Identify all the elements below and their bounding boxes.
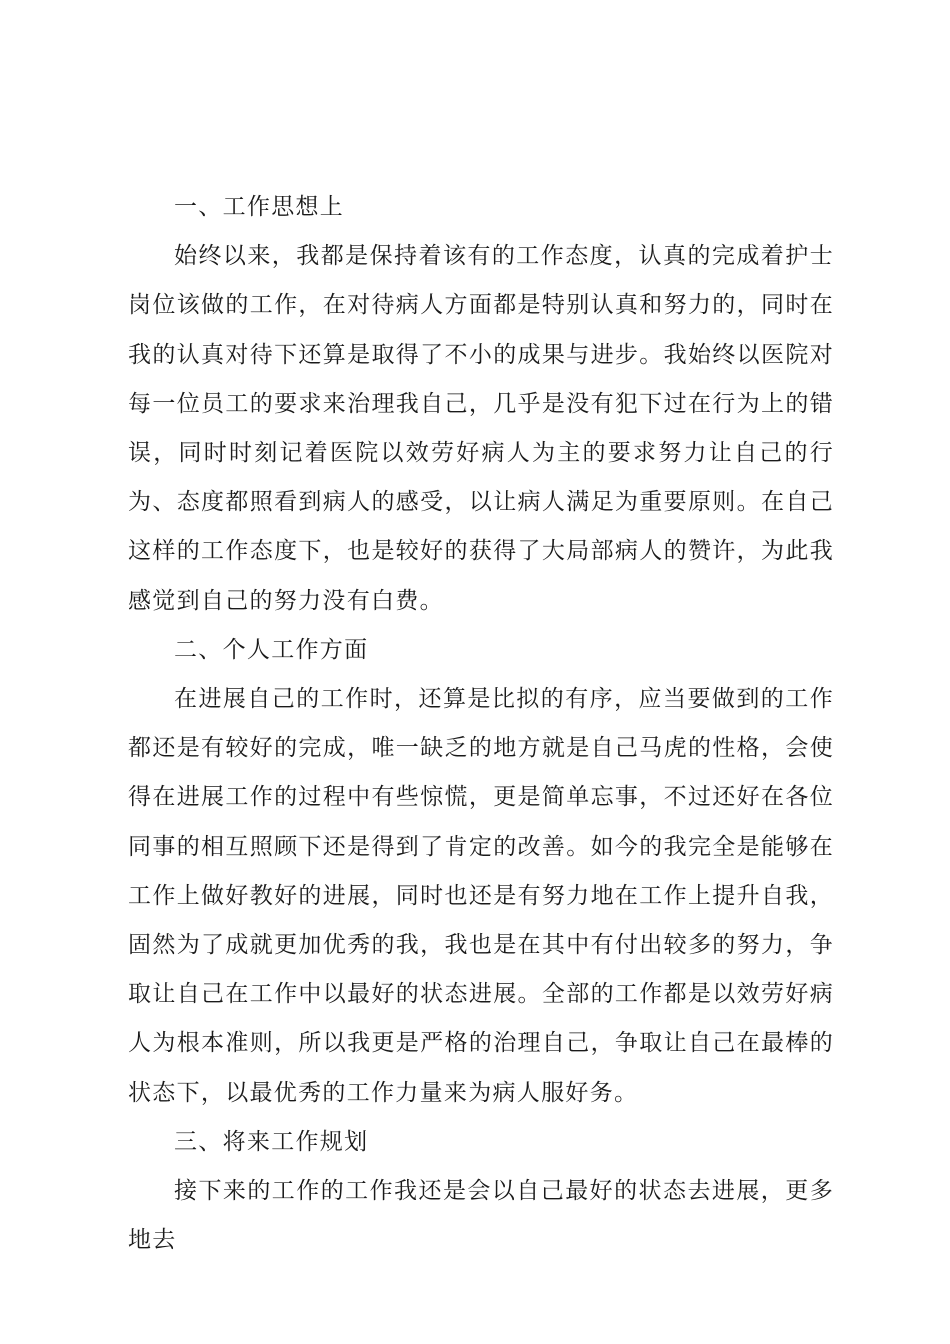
section-paragraph-3: 接下来的工作的工作我还是会以自己最好的状态去进展，更多地去 <box>128 1178 834 1254</box>
section-paragraph-2: 在进展自己的工作时，还算是比拟的有序，应当要做到的工作都还是有较好的完成，唯一缺乏的地方就是自己马虎的性格，会使得在进展工作的过程中有些惊慌，更是简单忘事，不过还好在各位同事的相互照顾下还是得到了肯定的改善。如今的我完全是能够在工作上做好教好的进展，同时也还是有努力地在工作上提升自我，固然为了成就更加优秀的我，我也是在其中有付出较多的努力，争取让自己在工作中以最好的状态进展。全部的工作都是以效劳好病人为根本准则，所以我更是严格的治理自己，争取让自己在最棒的状态下，以最优秀的工作力量来为病人服好务。 <box>128 686 834 1106</box>
section-heading-3: 三、将来工作规划 <box>174 1128 369 1155</box>
section-heading-1: 一、工作思想上 <box>174 194 345 220</box>
section-heading-2: 二、个人工作方面 <box>174 636 369 663</box>
section-paragraph-1: 始终以来，我都是保持着该有的工作态度，认真的完成着护士岗位该做的工作，在对待病人方面都是特别认真和努力的，同时在我的认真对待下还算是取得了不小的成果与进步。我始终以医院对每一位员工的要求来治理我自己，几乎是没有犯下过在行为上的错误，同时时刻记着医院以效劳好病人为主的要求努力让自己的行为、态度都照看到病人的感受，以让病人满足为重要原则。在自己这样的工作态度下，也是较好的获得了大局部病人的赞许，为此我感觉到自己的努力没有白费。 <box>128 243 834 614</box>
document-body <box>128 183 834 1265</box>
